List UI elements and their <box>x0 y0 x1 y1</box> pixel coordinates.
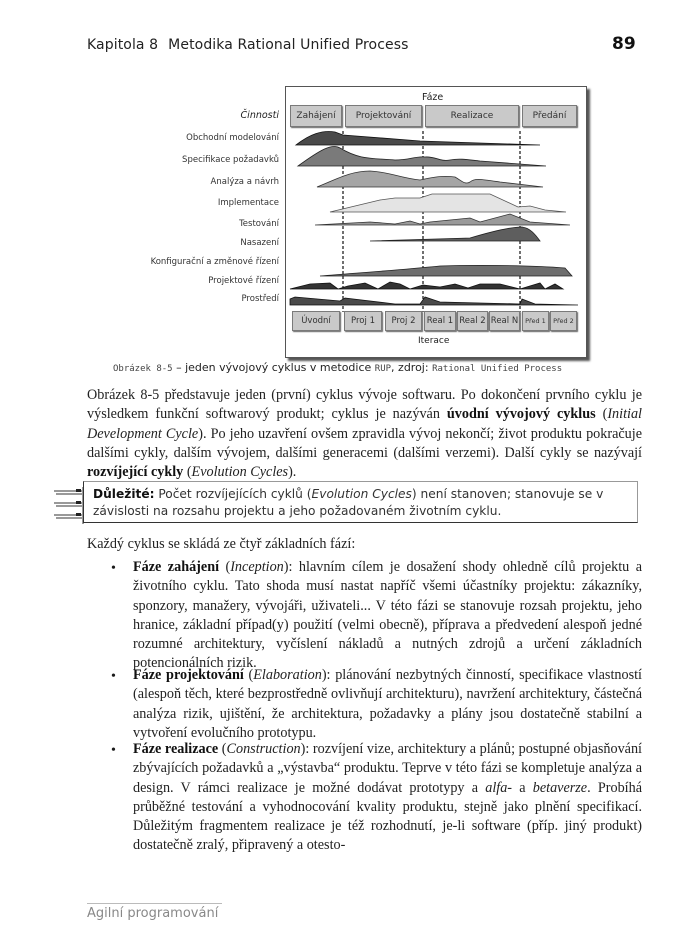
activity-label: Konfigurační a změnové řízení <box>150 257 279 267</box>
bullet-icon: • <box>111 669 116 684</box>
phase-inception: Zahájení <box>290 105 342 127</box>
iterations-title: Iterace <box>418 336 450 346</box>
bullet-icon: • <box>111 561 116 576</box>
hump-testing <box>315 214 570 225</box>
chapter-label: Kapitola 8 <box>87 37 159 53</box>
phase-construction: Realizace <box>425 105 519 127</box>
list-item-inception: Fáze zahájení (Inception): hlavním cílem je dosažení shody ohledně cílů projektu a životního cyklu. Tato shoda musí nastat napříč všemi účastníky projektu: zákazníky, sponzory, manažery, vývojáři, uživateli... V této fázi se stanovuje rozsah projektu, jeho hranice, základní případ(y) použití (velmi obecně), příprava a předvedení alespoň jedné rozumné architektury, vyčíslení nákladů a nutných zdrojů a určení základních potencionálních rizik. <box>133 559 642 672</box>
iteration-box: Proj 1 <box>344 311 382 331</box>
notepad-icon <box>52 485 86 525</box>
page-number: 89 <box>612 34 636 54</box>
hump-analysis-design <box>317 171 543 187</box>
list-intro: Každý cyklus se skládá ze čtyř základních fází: <box>87 536 356 552</box>
activity-label: Projektové řízení <box>208 276 279 286</box>
footer-divider <box>87 903 222 904</box>
phase-transition: Předání <box>522 105 577 127</box>
caption-figure-number: Obrázek 8-5 <box>113 364 173 374</box>
list-item-construction: Fáze realizace (Construction): rozvíjení vize, architektury a plánů; postupné objasňování zbývajících požadavků a „výstavba“ produktu. Teprve v této fázi se kompletuje analýza a design. V rámci realizace je možné dodávat prototypy a alfa- a betaverze. Probíhá průběžné testování a vyhodnocování kvality produktu, stejně jako plnění specifikací. Důležitým fragmentem realizace je též rozhodnutí, je-li software (příp. jiný produkt) dostatečně zralý, připravený a otesto- <box>133 741 642 854</box>
iteration-box: Proj 2 <box>385 311 422 331</box>
note-label: Důležité: <box>93 487 155 501</box>
activity-label: Analýza a návrh <box>210 177 279 187</box>
hump-environment <box>290 297 578 305</box>
hump-implementation <box>330 194 566 212</box>
iteration-box: Úvodní <box>292 311 340 331</box>
term-evolution-cycles: rozvíjející cykly <box>87 464 184 481</box>
caption-source: Rational Unified Process <box>432 364 563 374</box>
phases-title: Fáze <box>422 92 444 103</box>
figure-caption: Obrázek 8-5 – jeden vývojový cyklus v metodice RUP, zdroj: Rational Unified Process <box>113 361 563 374</box>
important-note: Důležité: Počet rozvíjejících cyklů (Evolution Cycles) není stanoven; stanovuje se v závislosti na rozsahu projektu a jeho požadovaném životním cyklu. <box>93 487 604 518</box>
iteration-box: Před 1 <box>522 311 549 331</box>
list-item-elaboration: Fáze projektování (Elaboration): plánování nezbytných činností, specifikace vlastností (alespoň těch, které bezprostředně ovlivňují architekturu), navržení architektury, částečná analýza rizik, ujištění, že architektura, požadavky a plány jsou dostatečně stabilní a vytvoření evolučního prototypu. <box>133 667 642 741</box>
activity-label: Nasazení <box>240 238 279 248</box>
hump-deployment <box>370 227 540 241</box>
activity-label: Obchodní modelování <box>186 133 279 143</box>
bullet-icon: • <box>111 743 116 758</box>
activity-label: Testování <box>239 219 279 229</box>
body-paragraph: Obrázek 8-5 představuje jeden (první) cyklus vývoje softwaru. Po dokončení prvního cyklu je výsledkem funkční softwarový produkt; cyklus je nazýván úvodní vývojový cyklus (Initial Development Cycle). Po jeho uzavření ovšem zpravidla vývoj nekončí; život produktu pokračuje dalšími cykly, dalším vývojem, dalšími generacemi (dalšími verzemi). Další cykly se nazývají rozvíjející cykly (Evolution Cycles). <box>87 387 642 481</box>
footer-book-title: Agilní programování <box>87 906 219 921</box>
activity-label: Implementace <box>217 198 279 208</box>
term-initial-cycle: úvodní vývojový cyklus <box>446 406 596 423</box>
chapter-title: Metodika Rational Unified Process <box>168 37 409 53</box>
hump-requirements <box>298 146 546 166</box>
iteration-box: Před 2 <box>550 311 577 331</box>
phase-elaboration: Projektování <box>345 105 422 127</box>
hump-business-modeling <box>296 132 540 145</box>
activity-label: Prostředí <box>241 294 279 304</box>
hump-config-change-mgmt <box>320 265 572 276</box>
activities-title: Činnosti <box>240 110 279 121</box>
iteration-box: Real 2 <box>457 311 488 331</box>
iteration-box: Real 1 <box>424 311 456 331</box>
hump-project-mgmt <box>290 282 563 289</box>
iteration-box: Real N <box>489 311 520 331</box>
activity-label: Specifikace požadavků <box>182 155 279 165</box>
